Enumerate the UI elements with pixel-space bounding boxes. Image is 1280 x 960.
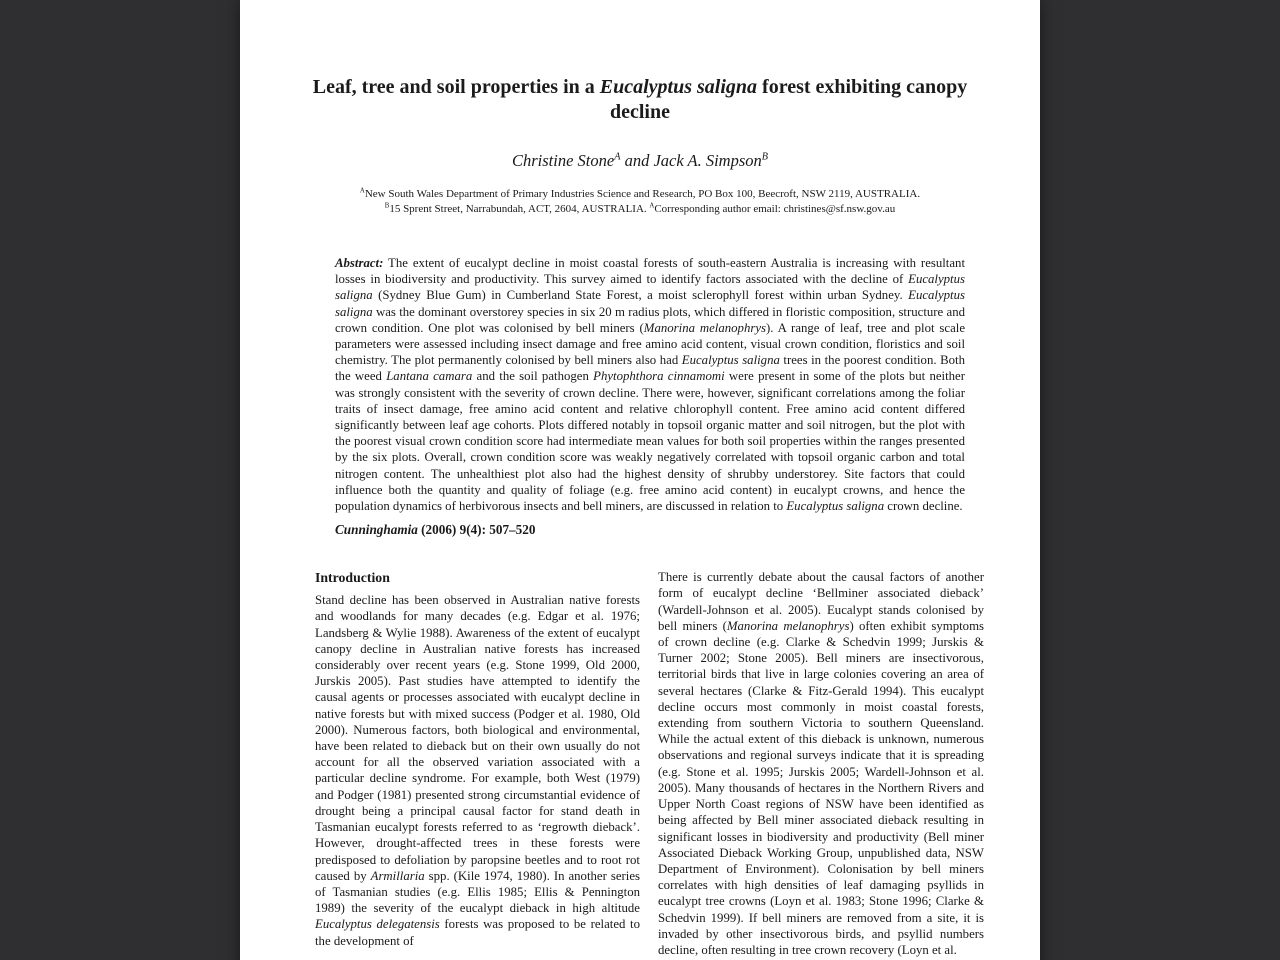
abstract-paragraph: Abstract: The extent of eucalypt decline in moist coastal forests of south-eastern Australia is increasing with resultant losses in biodiversity and productivity. This survey aimed to identify factors associated with the decline of Eucalyptus saligna (Sydney Blue Gum) in Cumberland State Forest, a moist sclerophyll forest within urban Sydney. Eucalyptus saligna was the dominant overstorey species in six 20 m radius plots, which differed in floristic composition, structure and crown condition. One plot was colonised by bell miners (Manorina melanophrys). A range of leaf, tree and plot scale parameters were assessed including insect damage and free amino acid content, visual crown condition, floristics and soil chemistry. The plot permanently colonised by bell miners also had Eucalyptus saligna trees in the poorest condition. Both the weed Lantana camara and the soil pathogen Phytophthora cinnamomi were present in some of the plots but neither was strongly consistent with the severity of crown decline. There were, however, significant correlations among the foliar traits of insect damage, free amino acid content and relative chlorophyll content. Free amino acid content differed significantly between leaf age cohorts. Plots differed notably in topsoil organic matter and soil nitrogen, but the plot with the poorest visual crown condition score had intermediate mean values for both soil properties within the ranges presented by the six plots. Overall, crown condition score was weakly negatively correlated with topsoil organic carbon and total nitrogen content. The unhealthiest plot also had the highest density of shrubby understorey. Site factors that could influence both the quantity and quality of foliage (e.g. free amino acid content) in eucalypt crowns, and hence the population dynamics of herbivorous insects and bell miners, are discussed in relation to Eucalyptus saligna crown decline. bbox=[335, 256, 965, 514]
introduction-paragraph-right: There is currently debate about the causal factors of another form of eucalypt decline ‘Bellminer associated dieback’ (Wardell-Johnson et al. 2005). Eucalypt stands colonised by bell miners (Manorina melanophrys) often exhibit symptoms of crown decline (e.g. Clarke & Schedvin 1999; Jurskis & Turner 2002; Stone 2005). Bell miners are insectivorous, territorial birds that live in large colonies covering an area of several hectares (Clarke & Fitz-Gerald 1994). This eucalypt decline occurs most commonly in moist coastal forests, extending from southern Victoria to southern Queensland. While the actual extent of this dieback is unknown, numerous observations and regional surveys indicate that it is spreading (e.g. Stone et al. 1995; Jurskis 2005; Wardell-Johnson et al. 2005). Many thousands of hectares in the Northern Rivers and Upper North Coast regions of NSW have been identified as being affected by Bell miner associated dieback resulting in significant losses in biodiversity and productivity (Bell miner Associated Dieback Working Group, unpublished data, NSW Department of Environment). Colonisation by bell miners correlates with high densities of leaf damaging psyllids in eucalypt tree crowns (Loyn et al. 1983; Stone 1996; Clarke & Schedvin 1999). If bell miners are removed from a site, it is invaded by other insectivorous birds, and psyllid numbers decline, often resulting in tree crown recovery (Loyn et al. bbox=[658, 570, 985, 957]
paper-title: Leaf, tree and soil properties in a Eucalyptus saligna forest exhibiting canopy decline bbox=[312, 76, 968, 123]
introduction-paragraph-left: Stand decline has been observed in Australian native forests and woodlands for many decades (e.g. Edgar et al. 1976; Landsberg & Wylie 1988). Awareness of the extent of eucalypt canopy decline in Australian native forests has increased considerably over recent years (e.g. Stone 1999, Old 2000, Jurskis 2005). Past studies have attempted to identify the causal agents or processes associated with eucalypt decline in native forests but with mixed success (Podger et al. 1980, Old 2000). Numerous factors, both biological and environmental, have been related to dieback but on their own usually do not account for all the observed variation associated with a particular decline syndrome. For example, both West (1979) and Podger (1981) presented strong circumstantial evidence of drought being a principal causal factor for stand death in Tasmanian eucalypt forests referred to as ‘regrowth dieback’. However, drought-affected trees in these forests were predisposed to defoliation by paropsine beetles and to root rot caused by Armillaria spp. (Kile 1974, 1980). In another series of Tasmanian studies (e.g. Ellis 1985; Ellis & Pennington 1989) the severity of the eucalypt dieback in high altitude Eucalyptus delegatensis forests was proposed to be related to the development of bbox=[315, 593, 640, 948]
paper-page bbox=[240, 0, 1040, 960]
paper-authors: Christine Stone$^A$ and Jack A. Simpson$^B$ bbox=[511, 151, 769, 170]
affiliation-line-2: $^B$15 Sprent Street, Narrabundah, ACT, 2604, AUSTRALIA. $^A$Corresponding author email: christines@sf.nsw.gov.au bbox=[384, 201, 896, 215]
affiliation-line-1: $^A$New South Wales Department of Primary Industries Science and Research, PO Box 100, Beecroft, NSW 2119, AUSTRALIA. bbox=[359, 187, 921, 200]
journal-citation: Cunninghamia (2006) 9(4): 507–520 bbox=[335, 522, 536, 538]
section-heading-introduction: Introduction bbox=[315, 570, 390, 586]
right-column bbox=[658, 569, 984, 958]
two-column-body bbox=[315, 569, 984, 958]
left-column bbox=[315, 569, 640, 958]
paper-affiliations bbox=[240, 187, 1040, 216]
